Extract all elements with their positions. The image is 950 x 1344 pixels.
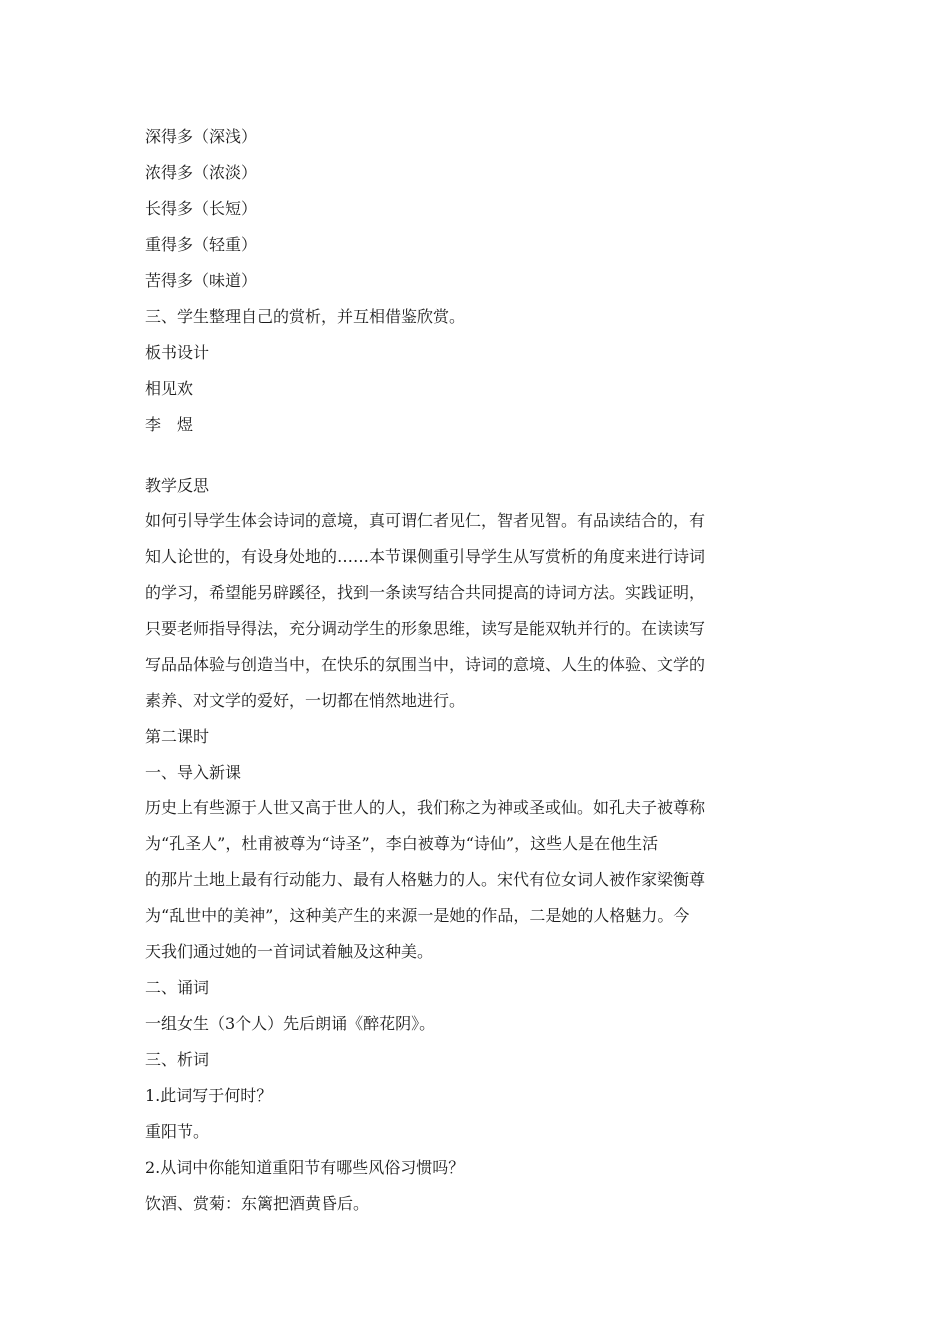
paragraph-line: 知人论世的，有设身处地的……本节课侧重引导学生从写赏析的角度来进行诗词 <box>145 547 706 566</box>
paragraph-line: 天我们通过她的一首词试着触及这种美。 <box>145 942 434 961</box>
section-heading: 三、学生整理自己的赏析，并互相借鉴欣赏。 <box>145 307 466 326</box>
text-line: 一组女生（3个人）先后朗诵《醉花阴》。 <box>145 1014 436 1033</box>
reflection-paragraph <box>145 503 735 719</box>
question-line: 2.从词中你能知道重阳节有哪些风俗习惯吗？ <box>145 1158 465 1177</box>
text-line: 深得多（深浅） <box>145 127 258 146</box>
paragraph-line: 素养、对文学的爱好，一切都在悄然地进行。 <box>145 691 466 710</box>
poem-title: 相见欢 <box>145 379 194 398</box>
question-line: 1.此词写于何时？ <box>145 1086 273 1105</box>
section-heading: 三、析词 <box>145 1050 210 1069</box>
text-line: 长得多（长短） <box>145 199 258 218</box>
paragraph-line: 为“孔圣人”，杜甫被尊为“诗圣”，李白被尊为“诗仙”，这些人是在他生活 <box>145 834 659 853</box>
answer-line: 重阳节。 <box>145 1122 210 1141</box>
paragraph-line: 的学习，希望能另辟蹊径，找到一条读写结合共同提高的诗词方法。实践证明， <box>145 583 706 602</box>
paragraph-line: 写品品体验与创造当中，在快乐的氛围当中，诗词的意境、人生的体验、文学的 <box>145 655 706 674</box>
intro-paragraph <box>145 790 735 970</box>
board-design-heading: 板书设计 <box>145 343 210 362</box>
paragraph-line: 的那片土地上最有行动能力、最有人格魅力的人。宋代有位女词人被作家梁衡尊 <box>145 870 706 889</box>
section-heading: 一、导入新课 <box>145 763 242 782</box>
paragraph-line: 只要老师指导得法，充分调动学生的形象思维，读写是能双轨并行的。在读读写 <box>145 619 706 638</box>
paragraph-line: 历史上有些源于人世又高于世人的人，我们称之为神或圣或仙。如孔夫子被尊称 <box>145 798 706 817</box>
paragraph-line: 如何引导学生体会诗词的意境，真可谓仁者见仁，智者见智。有品读结合的，有 <box>145 511 706 530</box>
answer-line: 饮酒、赏菊：东篱把酒黄昏后。 <box>145 1194 370 1213</box>
reflection-heading: 教学反思 <box>145 476 210 495</box>
lesson-title: 第二课时 <box>145 727 210 746</box>
text-line: 重得多（轻重） <box>145 235 258 254</box>
poem-author: 李 煜 <box>145 415 194 434</box>
text-line: 苦得多（味道） <box>145 271 258 290</box>
paragraph-line: 为“乱世中的美神”，这种美产生的来源一是她的作品，二是她的人格魅力。今 <box>145 906 690 925</box>
text-line: 浓得多（浓淡） <box>145 163 258 182</box>
section-heading: 二、诵词 <box>145 978 210 997</box>
